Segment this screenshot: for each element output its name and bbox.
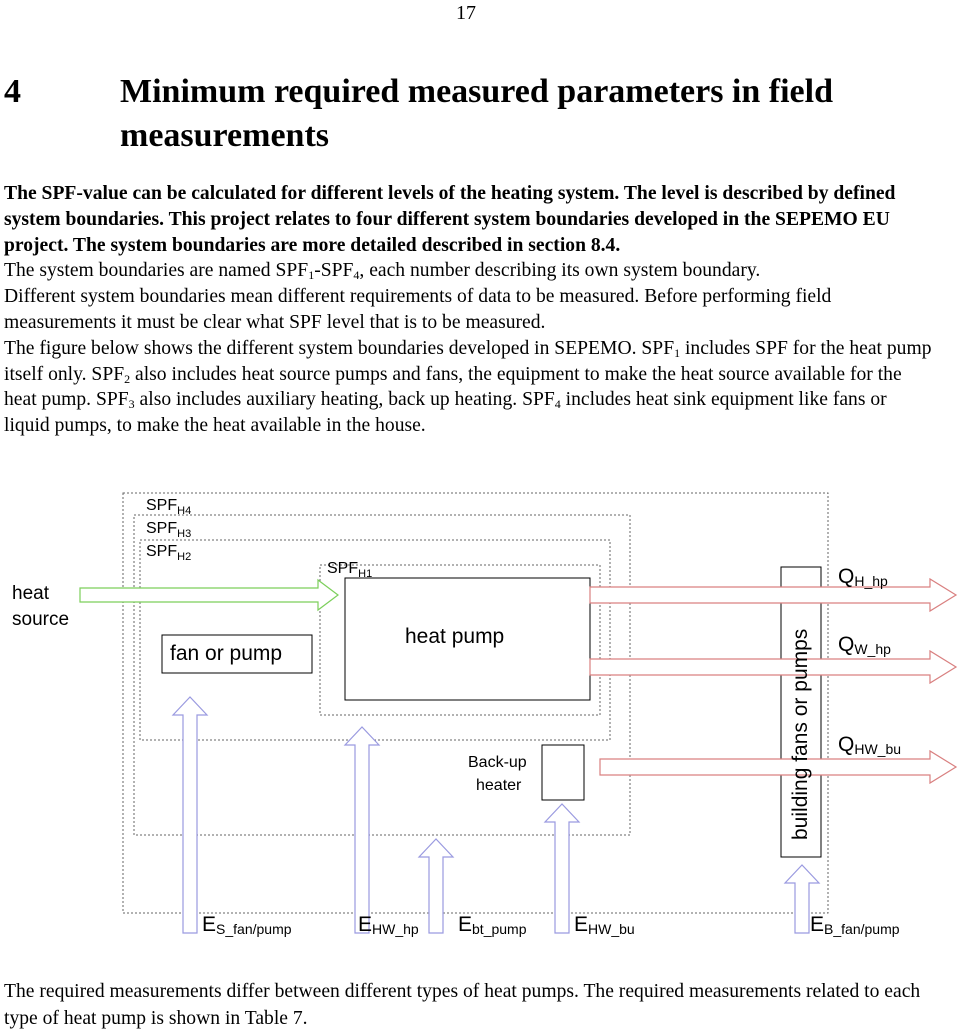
label-spf-h2: $SPF_{H2}$ <box>146 543 192 563</box>
subscript: 1 <box>674 345 681 360</box>
boundary-spf-h4 <box>123 493 828 913</box>
chapter-title: Minimum required measured parameters in field measurements <box>120 73 834 154</box>
building-fans-label: building fans or pumps <box>789 628 812 840</box>
output-arrow-qh <box>590 579 956 611</box>
closing-paragraph: The required measurements differ between different types of heat pumps. The required measurements related to each type of heat pump is shown in Table 7. <box>4 981 921 1029</box>
input-arrow-es-fan-pump <box>173 697 207 933</box>
heat-pump-label: heat pump <box>405 625 505 648</box>
text-run: The figure below shows the different system boundaries developed in SEPEMO. SPF <box>4 337 675 359</box>
backup-heater-label: heater <box>476 777 522 794</box>
heat-source-arrow <box>80 580 338 610</box>
intro-paragraph: The SPF-value can be calculated for different levels of the heating system. The level is described by defined system boundaries. This project relates to four different system boundaries developed in the SEPEMO EU project. The system boundaries are more detailed described in section 8.4. <box>4 183 896 256</box>
label-spf-h3: $SPF_{H3}$ <box>146 520 192 540</box>
body-text <box>4 181 936 439</box>
output-label-qw: QW_hp <box>838 633 891 657</box>
subscript: 2 <box>124 371 131 386</box>
label-spf-h4: $SPF_{H4}$ <box>146 497 192 517</box>
input-arrow-ebt-pump <box>419 839 453 933</box>
text-run: , each number describing its own system boundary. <box>359 260 761 282</box>
input-label-ebt-pump: Ebt_pump <box>458 913 527 937</box>
output-arrow-qw <box>590 651 956 683</box>
output-arrow-qhw <box>600 751 956 783</box>
backup-heater-box <box>542 745 584 800</box>
subscript: 4 <box>353 268 360 283</box>
system-boundaries-diagram <box>0 485 960 955</box>
page-number: 17 <box>456 2 476 24</box>
input-label-ehw-hp: EHW_hp <box>358 913 419 937</box>
label-spf-h1: $SPF_{H1}$ <box>327 560 373 580</box>
subscript: 1 <box>308 268 315 283</box>
heat-source-label: source <box>12 609 70 630</box>
subscript: 3 <box>128 397 135 412</box>
fan-or-pump-label: fan or pump <box>170 642 283 665</box>
paragraph-figure-description <box>4 336 936 439</box>
input-arrow-ehw-hp <box>345 727 379 933</box>
output-label-qh: QH_hp <box>838 565 888 589</box>
backup-heater-label: Back-up <box>468 754 527 771</box>
paragraph-requirements: Different system boundaries mean different requirements of data to be measured. Before performing field measurements it must be clear what SPF level that is to be measured. <box>4 286 832 333</box>
paragraph-naming <box>4 258 936 284</box>
text-run: includes heat sink equipment like fans or liquid pumps, to make the heat available in the house. <box>4 389 887 437</box>
subscript: 4 <box>554 397 561 412</box>
input-label-es-fan-pump: ES_fan/pump <box>202 913 292 937</box>
text-run: The system boundaries are named SPF <box>4 260 309 282</box>
input-label-ehw-bu: EHW_bu <box>574 913 635 937</box>
text-run: includes SPF for the heat pump itself only. SPF <box>4 337 932 385</box>
text-run: also includes auxiliary heating, back up heating. SPF <box>134 389 555 411</box>
text-run: also includes heat source pumps and fans, the equipment to make the heat source available for the heat pump. SPF <box>4 363 902 411</box>
text-run: -SPF <box>314 260 354 282</box>
chapter-number: 4 <box>4 73 21 110</box>
output-label-qhw: QHW_bu <box>838 733 902 757</box>
heat-source-label: heat <box>12 583 49 604</box>
input-label-eb-fan-pump: EB_fan/pump <box>810 913 900 937</box>
